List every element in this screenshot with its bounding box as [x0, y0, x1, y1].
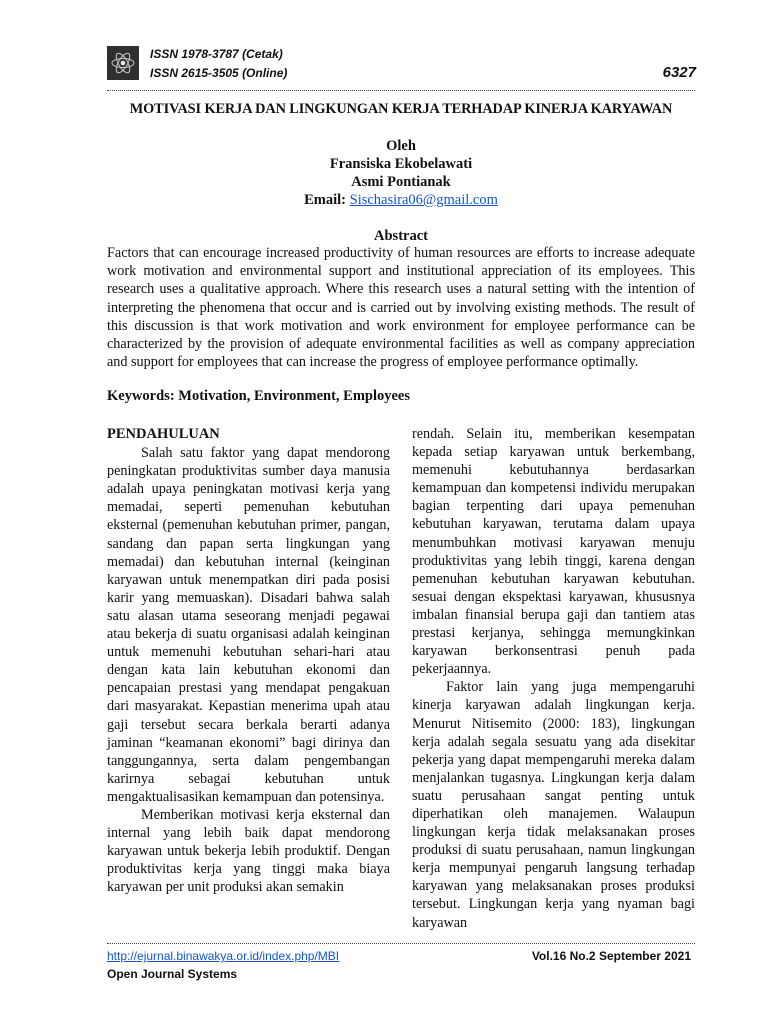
keywords: Keywords: Motivation, Environment, Employees: [107, 388, 411, 404]
body-column-right: [412, 425, 695, 932]
footer-divider: [107, 943, 695, 944]
issn-online: ISSN 2615-3505 (Online): [150, 66, 288, 80]
email-label: Email:: [304, 192, 350, 208]
byline-oleh: Oleh: [386, 138, 416, 154]
issn-print: ISSN 1978-3787 (Cetak): [150, 47, 283, 61]
section-heading: PENDAHULUAN: [107, 426, 220, 442]
paragraph: Memberikan motivasi kerja eksternal dan internal yang lebih baik dapat mendorong karyawan untuk bekerja lebih produktif. Dengan produktivitas kerja yang tinggi maka biaya karyawan per unit produksi akan semakin: [107, 806, 390, 896]
paragraph: Salah satu faktor yang dapat mendorong peningkatan produktivitas sumber daya manusia adalah upaya peningkatan motivasi kerja yang memadai, seperti pemenuhan kebutuhan eksternal (pemenuhan kebutuhan primer, pangan, sandang dan papan serta lingkungan yang memadai) dan kebutuhan internal (keinginan karyawan untuk menempatkan diri pada posisi karir yang memuaskan). Disadari bahwa salah satu alasan utama seseorang menjadi pegawai atau bekerja di suatu organisasi adalah keinginan untuk memenuhi kebutuhan sehari-hari atau dengan kata lain kebutuhan ekonomi dan pencapaian prestasi yang mendapat pengakuan dari masyarakat. Kepastian menerima upah atau gaji tersebut secara berkala berarti adanya jaminan “keamanan ekonomi” bagi dirinya dan tanggungannya, serta dalam pengembangan karirnya sebagai kebutuhan untuk mengaktualisasikan kemampuan dan potensinya.: [107, 445, 390, 805]
paragraph: Faktor lain yang juga mempengaruhi kinerja karyawan adalah lingkungan kerja. Menurut Nitisemito (2000: 183), lingkungan kerja adalah segala sesuatu yang ada disekitar pekerja yang dapat mempengaruhi mereka dalam menjalankan tugasnya. Lingkungan kerja dalam suatu perusahaan sangat penting untuk diperhatikan oleh manajemen. Walaupun lingkungan kerja tidak melaksanakan proses produksi di suatu perusahaan, namun lingkungan kerja mempunyai pengaruh langsung terhadap karyawan yang melaksanakan proses produksi tersebut. Lingkungan kerja yang nyaman bagi karyawan: [412, 679, 695, 931]
body-column-left: [107, 425, 390, 896]
journal-url-link[interactable]: http://ejurnal.binawakya.or.id/index.php/MBI: [107, 949, 340, 963]
header-divider: [107, 90, 695, 91]
paragraph: rendah. Selain itu, memberikan kesempatan kepada setiap karyawan untuk berkembang, memenuhi kebutuhannya berdasarkan kemampuan dan kompetensi individu merupakan bagian terpenting dari upaya pemenuhan kebutuhan karyawan, terutama dalam upaya menumbuhkan motivasi karyawan menuju produktivitas yang lebih tinggi, karena dengan pemenuhan kebutuhan karyawan kebutuhan. sesuai dengan ekspektasi karyawan, khususnya imbalan finansial berupa gaji dan tantiem atas prestasi kerjanya, sehingga memungkinkan karyawan berkonsentrasi penuh pada pekerjaannya.: [412, 426, 695, 678]
author-name: Asmi Pontianak: [351, 174, 451, 190]
author-name: Fransiska Ekobelawati: [329, 156, 473, 172]
abstract-heading: Abstract: [374, 228, 428, 244]
journal-system-label: Open Journal Systems: [107, 967, 238, 981]
article-title: MOTIVASI KERJA DAN LINGKUNGAN KERJA TERHADAP KINERJA KARYAWAN: [129, 101, 673, 117]
email-line: [107, 192, 695, 209]
email-link[interactable]: Sischasira06@gmail.com: [349, 192, 498, 208]
abstract-text: Factors that can encourage increased productivity of human resources are efforts to increase adequate work motivation and environmental support and institutional appreciation of its employees. This research uses a qualitative approach. Where this research uses a natural setting with the intention of interpreting the phenomena that occur and is carried out by involving existing methods. The result of this discussion is that work motivation and work environment for employee performance can be characterized by the provision of adequate environmental facilities as well as company appreciation and support for employees that can increase the progress of employee performance optimally.: [107, 245, 695, 371]
journal-atom-logo-icon: [107, 46, 139, 80]
volume-info: Vol.16 No.2 September 2021: [531, 949, 691, 963]
page-number: 6327: [662, 64, 696, 81]
